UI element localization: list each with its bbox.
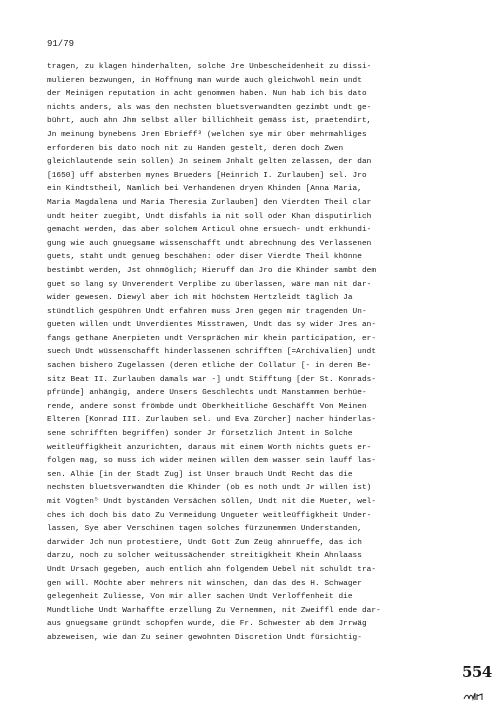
text-line: abzeweisen, wie dan Zu seiner gewohnten Discretion Undt fürsichtig- (47, 633, 362, 642)
text-line: stündtlich gespühren Undt erfahren muss Jren gegen mir tragenden Un- (47, 307, 367, 316)
text-line: der Meinigen reputation in acht genommen haben. Nun hab ich bis dato (47, 90, 367, 99)
text-line: darzu, noch zu solcher weitussächender streitigkheit Khein Ahnlaass (47, 552, 362, 561)
text-line: Mundtliche Undt Warhaffte erzellung Zu Vernemmen, nit Zweiffl ende dar- (47, 606, 381, 615)
text-line: aus gnuegsame gründt schopfen wurde, die Fr. Schwester ab dem Jrrwäg (47, 620, 367, 629)
handwritten-mark-icon (463, 690, 485, 702)
text-line: gen will. Möchte aber mehrers nit winschen, dan das des H. Schwager (47, 579, 362, 588)
text-line: rende, andere sonst frömbde undt Oberkheitliche Geschäfft Von Meinen (47, 402, 367, 411)
text-line: sen. Alhie [in der Stadt Zug] ist Unser brauch Undt Recht das die (47, 470, 353, 479)
text-line: tragen, zu klagen hinderhalten, solche Jre Unbescheidenheit zu dissi- (47, 63, 372, 71)
text-line: wider gewesen. Diewyl aber ich mit höchstem Hertzleidt täglich Ja (47, 294, 353, 303)
text-line: nechsten bluetsverwandten die Khinder (ob es noth undt Jr willen ist) (47, 484, 372, 493)
text-line: sitz Beat II. Zurlauben damals war -] undt Stifftung [der St. Konrads- (47, 375, 377, 384)
text-line: ches ich doch bis dato Zu Vermeidung Ungueter weitleüffigkheit Under- (47, 511, 372, 520)
text-line: pfründe] anhängig, andere Unsers Geschlechts undt Manstammen berhüe- (47, 389, 367, 398)
page-number: 91/79 (47, 39, 75, 49)
text-line: gueten willen undt Unverdientes Misstrawen, Undt das sy wider Jres an- (47, 321, 377, 330)
text-line: Maria Magdalena und Maria Theresia Zurlauben] den Vierdten Theil clar (47, 198, 372, 207)
text-line: gung wie auch gnuegsame wissenschafft undt abrechnung des Verlassenen (47, 239, 372, 248)
text-line: [1650] uff absterben mynes Brueders [Heinrich I. Zurlauben] sel. Jro (47, 171, 367, 180)
text-line: mit Vögten⁵ Undt byständen Versächen söllen, Undt nit die Mueter, wel- (47, 498, 377, 506)
text-line: bestimbt werden, Jst ohnmöglich; Hieruff dan Jro die Khinder sambt dem (47, 266, 377, 275)
archive-stamp-number: 554 (462, 663, 492, 681)
text-line: nichts anders, als was den nechsten bluetsverwandten gezimbt undt ge- (47, 103, 372, 112)
text-line: Jn meinung bynebens Jren Ebrieff³ (welchen sye mir über mehrmahliges (47, 130, 367, 139)
text-line: gemacht werden, das aber solchem Articul ohne ersuech- undt erkhundi- (47, 226, 372, 235)
text-line: undt heiter zuegibt, Undt disfahls ia nit soll oder Khan disputirlich (47, 212, 372, 221)
text-line: fangs gethane Anerpieten undt Versprächen mir khein participation, er- (47, 334, 377, 343)
text-line: guets, staht undt genueg beschähen: oder diser Vierdte Theil khönne (47, 253, 362, 262)
text-line: lassen, Sye aber Verschinen tagen solches fürzunemmen Understanden, (47, 525, 362, 534)
text-line: weitleüffigkheit anzurichten, daraus mit einem Worth nichts guets er- (47, 443, 372, 452)
text-line: sene schrifften begriffen) sonder Jr fürsetzlich Jntent in Solche (47, 430, 353, 439)
text-line: Elteren [Konrad III. Zurlauben sel. und Eva Zürcher] nacher hinderlas- (47, 416, 377, 425)
document-body (47, 61, 467, 646)
text-line: bührt, auch ahn Jhm selbst aller billichheit gemäss ist, praetendirt, (47, 117, 372, 126)
text-line: Undt Ursach gegeben, auch entlich ahn folgendem Uebel nit schuldt tra- (47, 565, 377, 574)
text-line: ein Kindtstheil, Namlich bei Verhandenen dryen Khinden [Anna Maria, (47, 185, 362, 194)
text-line: mulieren bezwungen, in Hoffnung man wurde auch gleichwohl mein undt (47, 76, 362, 85)
text-line: folgen mag, so muss ich wider meinen willen dem wasser sein lauff las- (47, 457, 377, 466)
text-line: suech Undt wüssenschafft hinderlassenen schrifften [=Archivalien] undt (47, 348, 377, 357)
text-line: darwider Jch nun protestiere, Undt Gott Zum Zeüg ahnrueffe, das ich (47, 538, 362, 547)
text-line: erforderen bis dato noch nit zu Handen gestelt, deren doch Zwen (47, 144, 344, 153)
text-line: sachen bishero Zugelassen (deren etliche der Collatur [- in deren Be- (47, 362, 372, 371)
text-line: gelegenheit Zuliesse, Von mir aller sachen Undt Verloffenheit die (47, 593, 353, 602)
text-line: gleichlautende sein sollen) Jn seinem Jnhalt gelten zelassen, der dan (47, 158, 372, 167)
text-line: guet so lang sy Unverendert Verplibe zu überlassen, wäre man nit dar- (47, 280, 372, 289)
